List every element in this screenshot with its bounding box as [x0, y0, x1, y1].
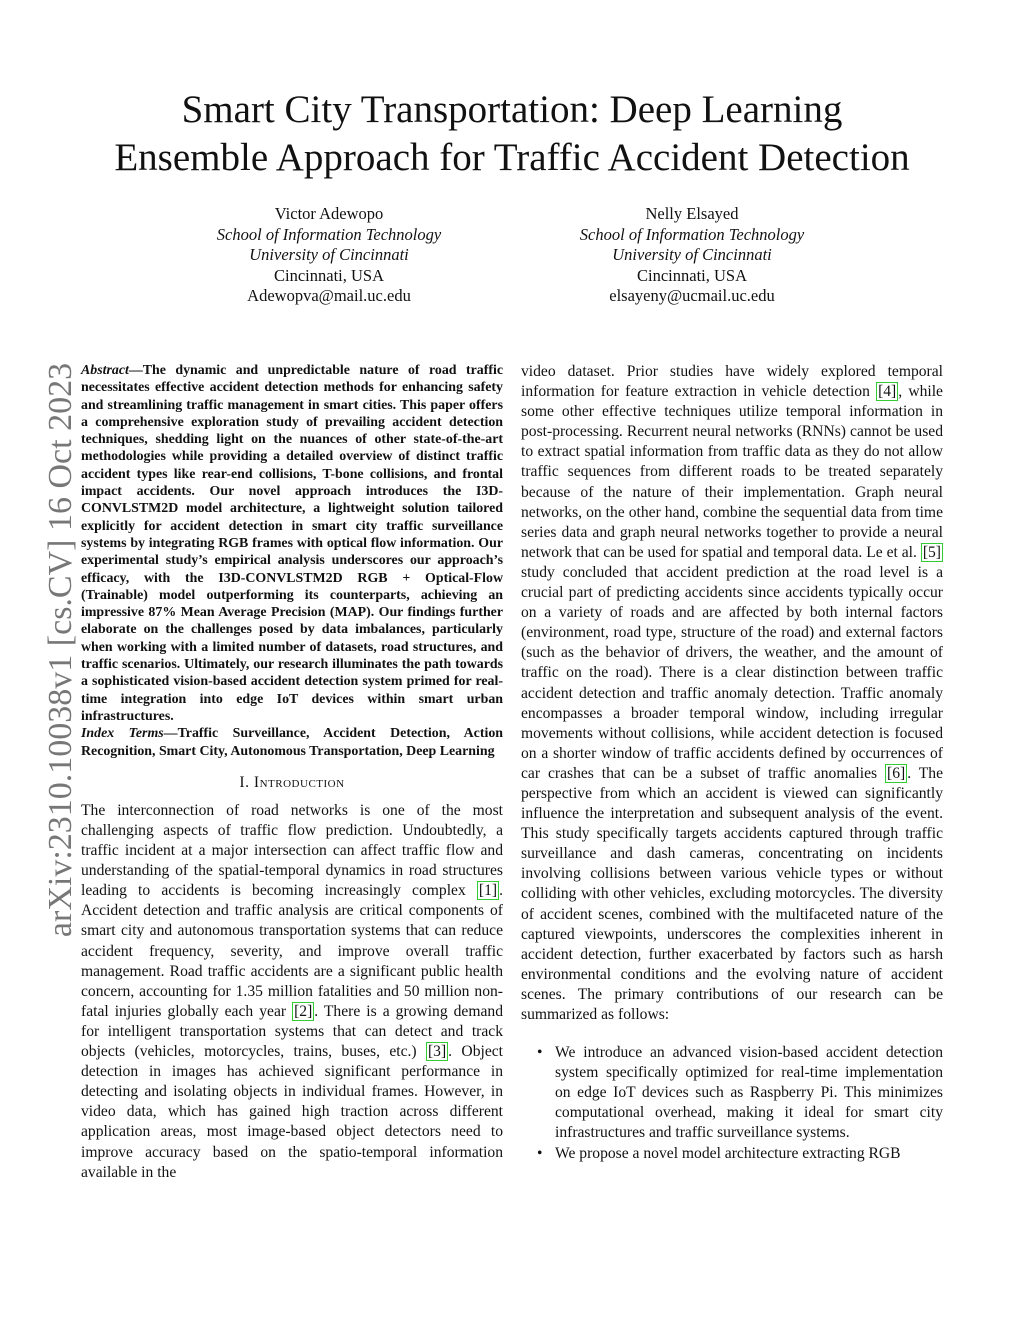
- author-location: Cincinnati, USA: [637, 265, 747, 285]
- arxiv-watermark: arXiv:2310.10038v1 [cs.CV] 16 Oct 2023: [42, 362, 79, 938]
- contributions-list: [521, 1043, 943, 1164]
- intro-paragraph-1: [81, 801, 503, 1183]
- index-terms-text: —Traffic Surveillance, Accident Detection, Action Recognition, Smart City, Autonomous Transportation, Deep Learning: [81, 726, 503, 759]
- text-run: . Accident detection and traffic analysis are critical components of smart city and autonomous transportation systems that can reduce accident frequency, severity, and improve overall traffic management. Road traffic accidents are a significant public health concern, accounting for 1.35 million fatalities and 50 million non-fatal injuries globally each year: [81, 882, 503, 1020]
- author-block-2: [542, 204, 842, 307]
- section-heading: [81, 773, 503, 793]
- title-line-1: Smart City Transportation: Deep Learning: [181, 88, 843, 131]
- text-run: , while some other effective techniques utilize temporal information in post-processing. Recurrent neural networks (RNNs) cannot be used to extract spatial information from traffic data as they do not allow traffic sequences from different roads to be treated separately because of the nature of their implementation. Graph neural networks, on the other hand, combine the sequential data from time series data and graph neural networks together to provide a neural network that can be used for spatial and temporal data. Le et al.: [521, 383, 943, 561]
- citation-link[interactable]: [1]: [478, 882, 498, 900]
- author-univ: University of Cincinnati: [249, 245, 409, 265]
- text-run: study concluded that accident prediction at the road level is a crucial part of predicting accidents since accidents typically occur on a variety of roads and are affected by both internal factors (environment, road type, structure of the road) and external factors (such as the behavior of drivers, the weather, and the amount of traffic on the road). There is a clear distinction between traffic accident detection and traffic anomaly detection. Traffic anomaly encompasses a broader temporal window, including irregular movements without collisions, while accident detection is focused on a shorter window of traffic accidents defined by occurrences of car crashes that can be a subset of traffic anomalies: [521, 563, 943, 782]
- author-block-1: [179, 204, 479, 307]
- right-column: [521, 362, 943, 1164]
- citation-link[interactable]: [5]: [922, 543, 941, 561]
- paper-title: [0, 86, 1024, 182]
- text-run: video dataset. Prior studies have widely explored temporal information for feature extraction in vehicle detection: [521, 363, 943, 401]
- author-name: Victor Adewopo: [274, 204, 384, 223]
- list-item-text: We propose a novel model architecture extracting RGB: [555, 1144, 901, 1162]
- citation-link[interactable]: [2]: [294, 1002, 313, 1020]
- list-item: [537, 1144, 943, 1164]
- index-terms: [81, 725, 503, 760]
- left-column: [81, 362, 503, 1183]
- intro-paragraph-continued: [521, 362, 943, 1025]
- author-location: Cincinnati, USA: [274, 265, 384, 285]
- abstract: [81, 362, 503, 725]
- bullet-icon: •: [537, 1144, 543, 1162]
- citation-link[interactable]: [6]: [887, 764, 906, 782]
- citation-link[interactable]: [3]: [427, 1043, 447, 1061]
- author-email: Adewopva@mail.uc.edu: [247, 286, 411, 306]
- author-dept: School of Information Technology: [579, 224, 805, 244]
- index-terms-label: Index Terms: [81, 726, 164, 742]
- title-line-2: Ensemble Approach for Traffic Accident Detection: [114, 136, 910, 179]
- citation-link[interactable]: [4]: [878, 383, 897, 401]
- author-name: Nelly Elsayed: [645, 204, 739, 223]
- section-title: Introduction: [253, 773, 345, 791]
- text-run: . Object detection in images has achieved significant performance in detecting and isolating objects in individual frames. However, in video data, which has gained high traction across different application areas, most image-based object detectors need to improve accuracy based on the spatio-temporal information available in the: [81, 1043, 503, 1181]
- author-dept: School of Information Technology: [216, 224, 442, 244]
- abstract-label: Abstract: [81, 363, 129, 378]
- abstract-text: —The dynamic and unpredictable nature of road traffic necessitates effective accident detection methods for enhancing safety and streamlining traffic management in smart cities. This paper offers a comprehensive exploration study of prevailing accident detection techniques, shedding light on the nuances of other state-of-the-art methodologies while providing a detailed overview of distinct traffic accident types like rear-end collisions, T-bone collisions, and frontal impact accidents. Our novel approach introduces the I3D-CONVLSTM2D model architecture, a lightweight solution tailored explicitly for accident detection in smart city traffic surveillance systems by integrating RGB frames with optical flow information. Our experimental study’s empirical analysis underscores our approach’s efficacy, with the I3D-CONVLSTM2D RGB + Optical-Flow (Trainable) model outperforming its counterparts, achieving an impressive 87% Mean Average Precision (MAP). Our findings further elaborate on the challenges posed by data imbalances, particularly when working with a limited number of datasets, road structures, and traffic scenarios. Ultimately, our research illuminates the path towards a sophisticated vision-based accident detection system primed for real-time integration into edge IoT devices within smart urban infrastructures.: [81, 363, 503, 724]
- list-item: [537, 1043, 943, 1143]
- text-run: The interconnection of road networks is one of the most challenging aspects of traffic flow prediction. Undoubtedly, a traffic incident at a major intersection can affect traffic flow and understanding of the spatial-temporal dynamics in road structures leading to accidents is becoming increasingly complex: [81, 801, 503, 900]
- author-email: elsayeny@ucmail.uc.edu: [609, 286, 775, 306]
- author-univ: University of Cincinnati: [612, 245, 772, 265]
- text-run: . There is a growing demand for intelligent transportation systems that can detect and track objects (vehicles, motorcycles, trains, buses, etc.): [81, 1002, 503, 1061]
- list-item-text: We introduce an advanced vision-based accident detection system specifically optimized for real-time implementation on edge IoT devices such as Raspberry Pi. This minimizes computational overhead, making it ideal for smart city infrastructures and traffic surveillance systems.: [555, 1044, 943, 1142]
- section-number: I.: [239, 773, 250, 791]
- text-run: . The perspective from which an accident is viewed can significantly influence the interpretation and subsequent analysis of the event. This study specifically targets accidents captured through traffic surveillance and dash cameras, concentrating on incidents involving collisions between various vehicle types or without colliding with other vehicles, excluding motorcycles. The diversity of accident scenes, combined with the multifaceted nature of the captured viewpoints, underscores the complexities inherent in accident detection, further exacerbated by factors such as harsh environmental conditions and the evolving nature of accident scenes. The primary contributions of our research can be summarized as follows:: [521, 764, 943, 1023]
- bullet-icon: •: [537, 1044, 543, 1062]
